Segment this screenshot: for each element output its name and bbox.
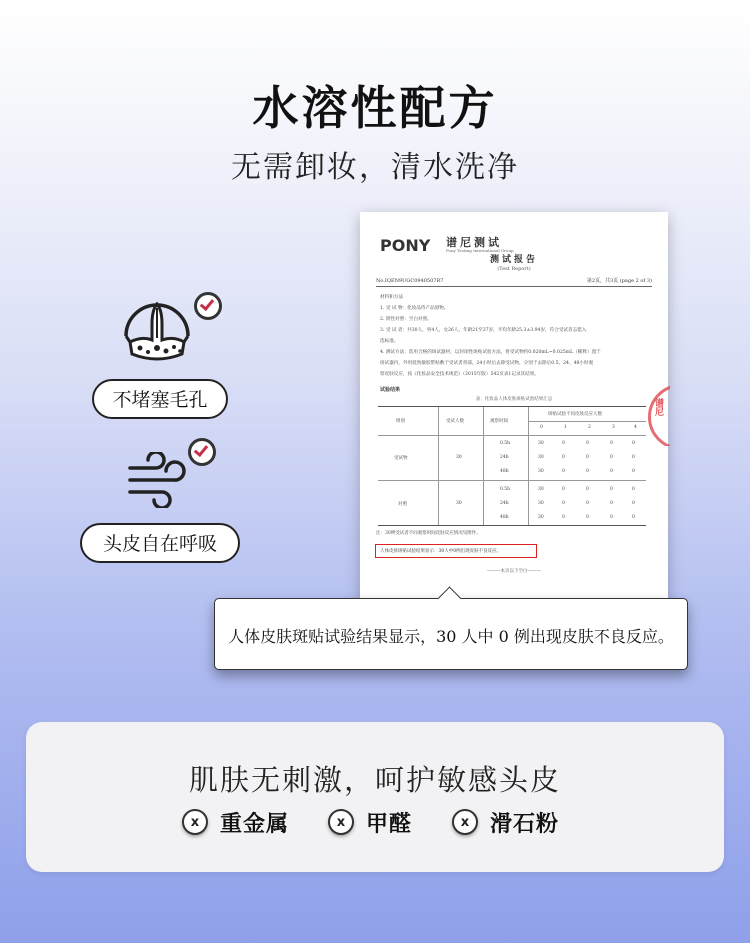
report-line: 4. 测试方法：选用合格的斑试器材，以封闭性斑贴试验方法，将受试物约0.020mL~0.025mL（稀释）置于 — [380, 350, 601, 355]
table-cell: 30 — [538, 469, 544, 474]
report-heading-en: (Test Report) — [497, 266, 531, 272]
time-label: 24h — [500, 501, 509, 506]
group-count: 30 — [456, 501, 462, 506]
feature-pill: 不堵塞毛孔 — [92, 379, 228, 419]
table-cell: 0 — [562, 515, 565, 520]
table-cell: 0 — [586, 515, 589, 520]
report-body — [380, 292, 652, 380]
table-cell: 0 — [632, 515, 635, 520]
report-line: 斑试器内，外用低致敏胶带贴敷于受试者背部，24小时后去除受试物，分别于去除后0.5、24、48小时观 — [380, 361, 594, 366]
report-line: 3. 受 试 者：共30人，男4人，女26人，年龄21至37岁，平均年龄25.3±3.94岁，符合受试者志愿入 — [380, 328, 587, 333]
table-cell: 30 — [538, 515, 544, 520]
report-org-cn: 谱尼测试 — [446, 236, 502, 249]
x-icon: x — [182, 809, 208, 835]
table-cell: 0 — [610, 515, 613, 520]
table-caption: 表：化妆品人体皮肤斑贴试验结果汇总 — [475, 397, 553, 402]
callout-text: 人体皮肤斑贴试验结果显示，30 人中 0 例出现皮肤不良反应。 — [228, 627, 674, 646]
card-title: 肌肤无刺激，呵护敏感头皮 — [188, 763, 561, 797]
report-note: 注：30例受试者不同观察时间皮肤反应情况见附件。 — [376, 531, 481, 536]
report-line: 选标准。 — [380, 339, 399, 344]
table-header: 观察时间 — [490, 419, 508, 424]
group-label: 受试物 — [394, 456, 408, 461]
group-label: 对照 — [398, 502, 407, 507]
grade-label: 4 — [634, 425, 637, 430]
group-count: 30 — [456, 455, 462, 460]
table-cell: 0 — [610, 441, 613, 446]
report-number: No.IQEN9UGC0940507R7 — [376, 278, 444, 284]
table-cell: 0 — [632, 455, 635, 460]
report-page: 第2页，共3页 (page 2 of 3) — [586, 278, 652, 284]
x-icon: x — [328, 809, 354, 835]
report-logo: PONY — [380, 236, 431, 255]
grade-label: 2 — [588, 425, 591, 430]
table-cell: 30 — [538, 487, 544, 492]
result-callout — [214, 598, 688, 670]
table-header: 受试人数 — [446, 419, 464, 424]
table-cell: 0 — [632, 501, 635, 506]
grade-label: 1 — [564, 425, 567, 430]
report-line: 1. 受 试 物：化妆品待产品原物。 — [380, 306, 449, 311]
table-cell: 30 — [538, 455, 544, 460]
table-cell: 0 — [562, 469, 565, 474]
table-cell: 0 — [562, 487, 565, 492]
grade-label: 3 — [612, 425, 615, 430]
table-cell: 30 — [538, 441, 544, 446]
x-icon: x — [452, 809, 478, 835]
result-table — [378, 406, 646, 526]
wind-icon — [126, 452, 190, 508]
free-of-item — [328, 806, 412, 838]
free-of-label: 甲醛 — [366, 811, 413, 837]
table-cell: 0 — [586, 469, 589, 474]
table-cell: 0 — [562, 455, 565, 460]
feature-pill: 头皮自在呼吸 — [80, 523, 240, 563]
free-of-label: 重金属 — [220, 811, 290, 837]
highlight-box — [375, 544, 537, 558]
report-heading: 测试报告 — [489, 255, 538, 265]
table-cell: 30 — [538, 501, 544, 506]
divider — [376, 286, 652, 287]
highlight-text: 人体皮肤斑贴试验结果显示：30人中0例出现皮肤不良反应。 — [380, 549, 502, 554]
table-cell: 0 — [562, 501, 565, 506]
free-of-label: 滑石粉 — [490, 811, 560, 837]
table-cell: 0 — [610, 455, 613, 460]
table-cell: 0 — [610, 487, 613, 492]
free-of-item — [182, 806, 289, 838]
time-label: 24h — [500, 455, 509, 460]
table-cell: 0 — [586, 487, 589, 492]
skin-pore-icon — [122, 296, 192, 366]
table-cell: 0 — [610, 501, 613, 506]
report-org-en: Pony Testing International Group — [446, 248, 514, 253]
report-line: 察皮肤反应，按《化妆品安全技术规范》（2015年版）542页表1记录其结果。 — [380, 372, 539, 377]
check-icon — [194, 292, 222, 320]
free-of-item — [452, 806, 559, 838]
seal-stamp: 谱尼 — [648, 384, 670, 446]
table-cell: 0 — [586, 441, 589, 446]
table-cell: 0 — [632, 487, 635, 492]
table-cell: 0 — [586, 455, 589, 460]
table-cell: 0 — [586, 501, 589, 506]
claims-card — [26, 722, 724, 872]
report-end: ———本页以下空白——— — [487, 569, 541, 574]
report-line: 材料和方法 — [380, 295, 403, 300]
page-subtitle: 无需卸妆，清水洗净 — [231, 150, 519, 185]
table-cell: 0 — [562, 441, 565, 446]
time-label: 0.5h — [500, 441, 511, 446]
report-section-title: 试验结果 — [380, 387, 401, 393]
test-report-document — [360, 212, 668, 602]
report-line: 2. 阴性对照：空白对照。 — [380, 317, 432, 322]
table-cell: 0 — [632, 441, 635, 446]
table-header: 组别 — [396, 419, 405, 424]
time-label: 48h — [500, 515, 509, 520]
time-label: 48h — [500, 469, 509, 474]
table-header: 斑贴试验不同皮肤反应人数 — [548, 412, 602, 417]
table-cell: 0 — [610, 469, 613, 474]
table-cell: 0 — [632, 469, 635, 474]
page-title: 水溶性配方 — [252, 81, 498, 135]
grade-label: 0 — [540, 425, 543, 430]
time-label: 0.5h — [500, 487, 511, 492]
check-icon — [188, 438, 216, 466]
